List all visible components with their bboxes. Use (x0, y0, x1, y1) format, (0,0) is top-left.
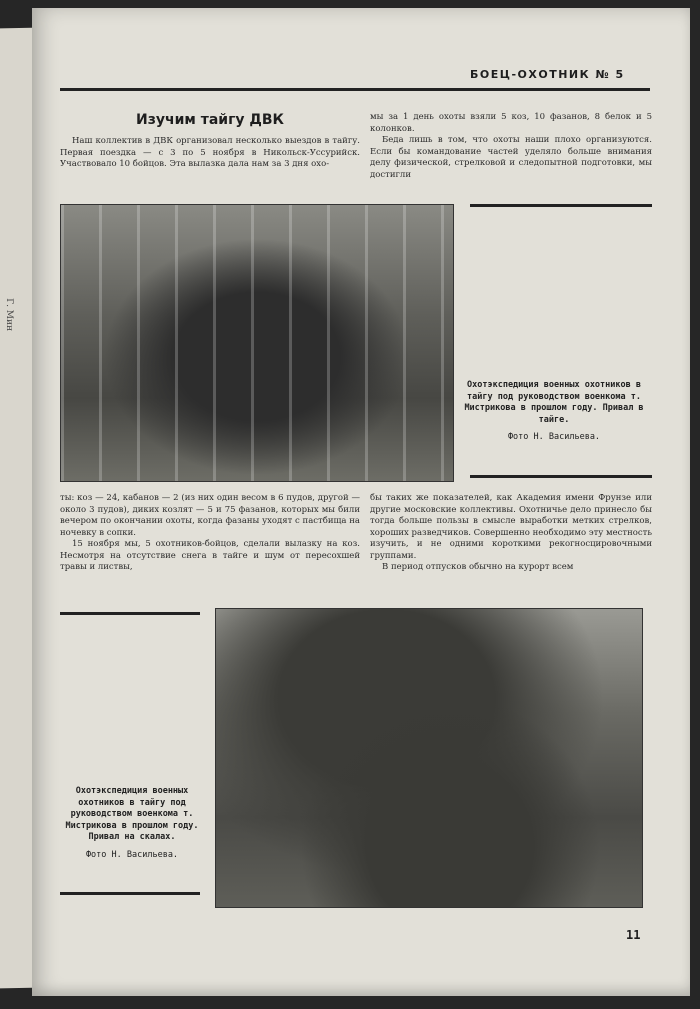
article-column-4 (370, 493, 652, 574)
paragraph: Беда лишь в том, что охоты наши плохо организуются. Если бы командование частей уделяло больше внимания делу физической, стрелковой и следопытной подготовки, мы достигли (370, 135, 652, 180)
paragraph: Наш коллектив в ДВК организовал несколько выездов в тайгу. Первая поездка — с 3 по 5 ноября в Никольск-Уссурийск. Участвовало 10 бойцов. Эта вылазка дала нам за 3 дня охо- (60, 136, 360, 169)
paragraph: мы за 1 день охоты взяли 5 коз, 10 фазанов, 8 белок и 5 колонков. (370, 112, 652, 134)
article-column-3 (60, 493, 360, 574)
page-number: 11 (626, 928, 641, 942)
article-title: Изучим тайгу ДВК (136, 112, 284, 128)
divider-rule (60, 892, 200, 895)
article-column-2 (370, 112, 652, 181)
divider-rule (470, 204, 652, 207)
facing-page-fragment: Г. Мин (4, 298, 14, 332)
caption-text: Охотэкспедиция военных охотников в тайгу под руководством военкома т. Мистрикова в прошлом году. Привал в тайге. (464, 380, 644, 425)
header-rule (60, 88, 650, 91)
paragraph: бы таких же показателей, как Академия имени Фрунзе или другие московские коллективы. Охотничье дело принесло бы тогда больше пользы в смысле выработки метких стрелков, хороших разведчиков. Совершенно необходимо эту местность изучить, и не одними короткими рекогносцировочными группами. (370, 493, 652, 561)
magazine-page (32, 8, 690, 996)
article-column-1 (60, 136, 360, 171)
paragraph: ты: коз — 24, кабанов — 2 (из них один весом в 6 пудов, другой — около 3 пудов), диких козлят — 5 и 75 фазанов, которых мы били вечером по окончании охоты, когда фазаны уходят с пастбища на ночевку в сопки. (60, 493, 360, 538)
photo2-caption (62, 786, 202, 861)
paragraph: В период отпусков обычно на курорт всем (382, 562, 574, 572)
caption-text: Охотэкспедиция военных охотников в тайгу под руководством военкома т. Мистрикова в прошлом году. Привал на скалах. (65, 786, 199, 842)
masthead: БОЕЦ-ОХОТНИК № 5 (470, 68, 625, 81)
paragraph: 15 ноября мы, 5 охотников-бойцов, сделали вылазку на коз. Несмотря на отсутствие снега в тайге и шум от пересохшей травы и листвы, (60, 539, 360, 572)
photo1-caption (464, 380, 644, 444)
photo-camp-on-rocks (215, 608, 643, 908)
photo-camp-in-taiga (60, 204, 454, 482)
divider-rule (60, 612, 200, 615)
photo-credit: Фото Н. Васильева. (507, 432, 601, 442)
photo-credit: Фото Н. Васильева. (85, 849, 179, 860)
divider-rule (470, 475, 652, 478)
